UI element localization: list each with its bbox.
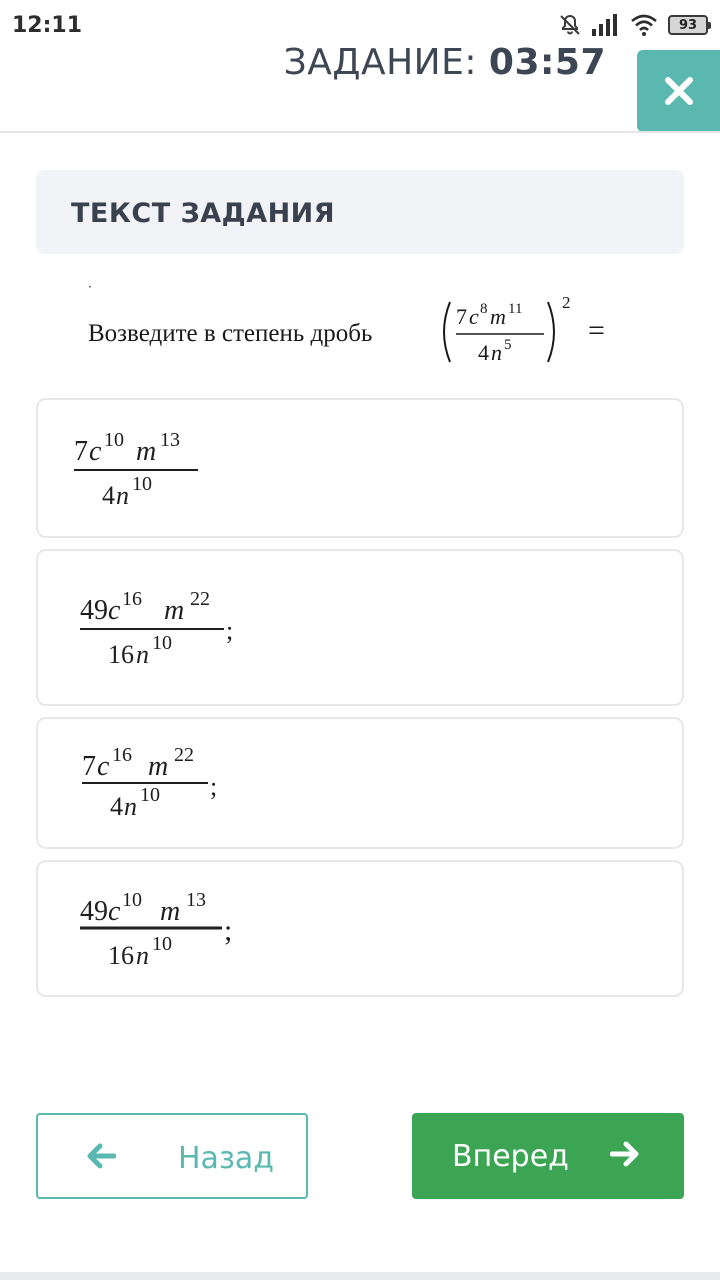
arrow-left-icon	[86, 1141, 116, 1171]
answer-option-2[interactable]	[36, 549, 684, 706]
answer-option-3[interactable]	[36, 717, 684, 849]
exp-n: 10	[140, 784, 160, 806]
answer-formula-4	[80, 880, 300, 980]
exp-m: 13	[186, 889, 206, 911]
back-button-label: Назад	[178, 1141, 275, 1176]
var-n: n	[116, 481, 129, 510]
exp-c: 10	[122, 889, 142, 911]
bell-off-icon	[558, 13, 582, 37]
num-coef: 7	[74, 436, 88, 467]
exp-m: 22	[174, 744, 194, 766]
var-n: n	[124, 792, 137, 821]
var-m: m	[136, 436, 157, 467]
status-time: 12:11	[12, 13, 83, 38]
q-num-coef: 7	[456, 304, 467, 329]
header-divider	[0, 131, 720, 133]
arrow-right-icon	[610, 1139, 640, 1169]
battery-icon: 93	[668, 15, 708, 35]
exp-n: 10	[152, 632, 172, 654]
task-label: ЗАДАНИЕ:	[283, 42, 489, 83]
back-button[interactable]	[36, 1113, 308, 1199]
q-num-var2: m	[490, 304, 506, 329]
num-coef: 49	[80, 896, 108, 927]
task-timer-title	[284, 42, 606, 83]
trail: ;	[226, 616, 234, 645]
answer-option-4[interactable]	[36, 860, 684, 997]
answer-formula-3	[82, 735, 302, 835]
q-num-exp2: 11	[508, 301, 523, 317]
question	[88, 280, 688, 380]
q-equals: =	[588, 314, 605, 347]
question-formula	[438, 288, 658, 378]
wifi-icon	[630, 13, 658, 37]
exp-m: 13	[160, 429, 180, 451]
exp-c: 16	[122, 588, 142, 610]
den-coef: 4	[102, 481, 115, 510]
answer-option-1[interactable]	[36, 398, 684, 538]
var-c: c	[89, 436, 102, 467]
answer-formula-1	[74, 420, 294, 520]
var-m: m	[164, 595, 185, 626]
den-coef: 16	[108, 640, 134, 669]
close-icon	[664, 76, 694, 106]
task-section-title: ТЕКСТ ЗАДАНИЯ	[71, 198, 336, 229]
exp-n: 10	[132, 473, 152, 495]
den-coef: 4	[110, 792, 123, 821]
var-c: c	[108, 896, 121, 927]
bottom-bar	[0, 1272, 720, 1280]
q-num-exp1: 8	[480, 301, 488, 317]
num-coef: 49	[80, 595, 108, 626]
var-m: m	[148, 751, 169, 782]
exp-c: 10	[104, 429, 124, 451]
var-c: c	[97, 751, 110, 782]
timer-value: 03:57	[488, 42, 606, 83]
signal-icon	[592, 14, 620, 36]
q-den-coef: 4	[478, 340, 489, 365]
var-n: n	[136, 640, 149, 669]
next-button[interactable]	[412, 1113, 684, 1199]
den-coef: 16	[108, 941, 134, 970]
exp-c: 16	[112, 744, 132, 766]
answer-formula-2	[80, 579, 300, 679]
status-icons	[558, 10, 708, 40]
exp-m: 22	[190, 588, 210, 610]
question-text: Возведите в степень дробь	[88, 320, 373, 347]
num-coef: 7	[82, 751, 96, 782]
exp-n: 10	[152, 933, 172, 955]
var-m: m	[160, 896, 181, 927]
q-num-var1: c	[469, 304, 479, 329]
var-c: c	[108, 595, 121, 626]
trail: ;	[210, 772, 218, 801]
q-den-var: n	[491, 340, 502, 365]
next-button-label: Вперед	[452, 1139, 569, 1174]
close-button[interactable]	[637, 50, 720, 132]
task-section-header	[36, 170, 684, 254]
q-power: 2	[562, 293, 571, 312]
trail: ;	[224, 914, 233, 947]
q-den-exp: 5	[504, 337, 512, 353]
question-marker: ·	[88, 280, 92, 294]
var-n: n	[136, 941, 149, 970]
